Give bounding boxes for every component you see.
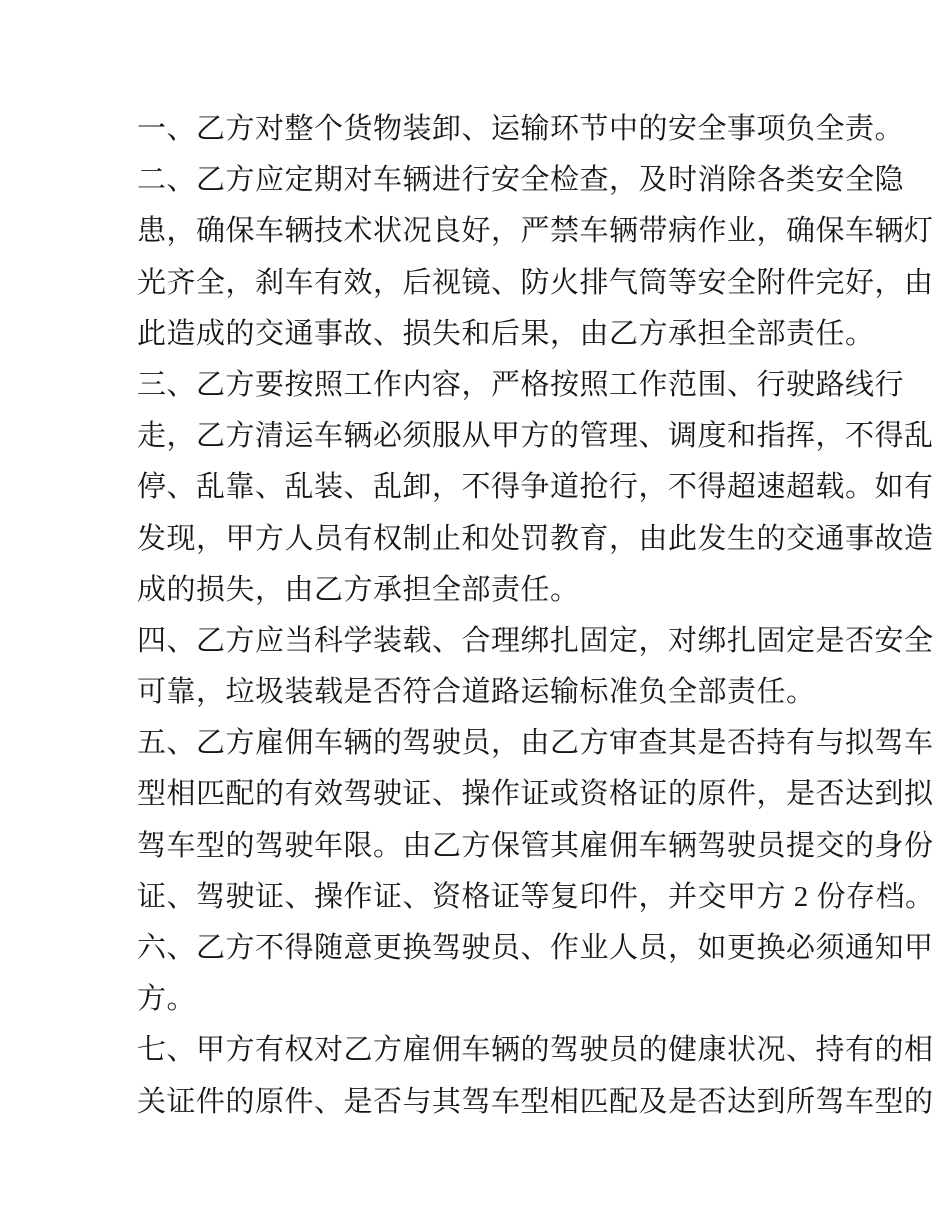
text-line: 可靠，垃圾装载是否符合道路运输标准负全部责任。: [137, 676, 816, 709]
text-line-clause-6: 六、乙方不得随意更换驾驶员、作业人员，如更换必须通知甲: [137, 932, 934, 964]
text-line: 驾车型的驾驶年限。由乙方保管其雇佣车辆驾驶员提交的身份: [137, 829, 934, 862]
text-line: 发现，甲方人员有权制止和处罚教育，由此发生的交通事故造: [137, 522, 934, 555]
text-line-clause-1: 一、乙方对整个货物装卸、运输环节中的安全事项负全责。: [137, 113, 905, 145]
text-line: 此造成的交通事故、损失和后果，由乙方承担全部责任。: [137, 317, 875, 350]
text-line: 成的损失，由乙方承担全部责任。: [137, 573, 580, 606]
text-line-clause-7: 七、甲方有权对乙方雇佣车辆的驾驶员的健康状况、持有的相: [137, 1034, 934, 1067]
text-line: 方。: [137, 983, 197, 1016]
text-line: 停、乱靠、乱装、乱卸，不得争道抢行，不得超速超载。如有: [137, 471, 934, 504]
text-line: 光齐全，刹车有效，后视镜、防火排气筒等安全附件完好，由: [137, 266, 934, 299]
text-line-clause-4: 四、乙方应当科学装载、合理绑扎固定，对绑扎固定是否安全: [137, 624, 934, 657]
text-line-clause-3: 三、乙方要按照工作内容，严格按照工作范围、行驶路线行: [137, 368, 905, 401]
text-line: 关证件的原件、是否与其驾车型相匹配及是否达到所驾车型的: [137, 1085, 934, 1118]
text-line-clause-5: 五、乙方雇佣车辆的驾驶员，由乙方审查其是否持有与拟驾车: [137, 727, 934, 760]
text-line: 走，乙方清运车辆必须服从甲方的管理、调度和指挥，不得乱: [137, 420, 934, 453]
text-line: 型相匹配的有效驾驶证、操作证或资格证的原件，是否达到拟: [137, 778, 934, 811]
text-line: 患，确保车辆技术状况良好，严禁车辆带病作业，确保车辆灯: [137, 215, 934, 248]
text-line-clause-2: 二、乙方应定期对车辆进行安全检查，及时消除各类安全隐: [137, 164, 905, 197]
document-text-block: [137, 104, 935, 1128]
text-line: 证、驾驶证、操作证、资格证等复印件，并交甲方 2 份存档。: [137, 880, 935, 913]
